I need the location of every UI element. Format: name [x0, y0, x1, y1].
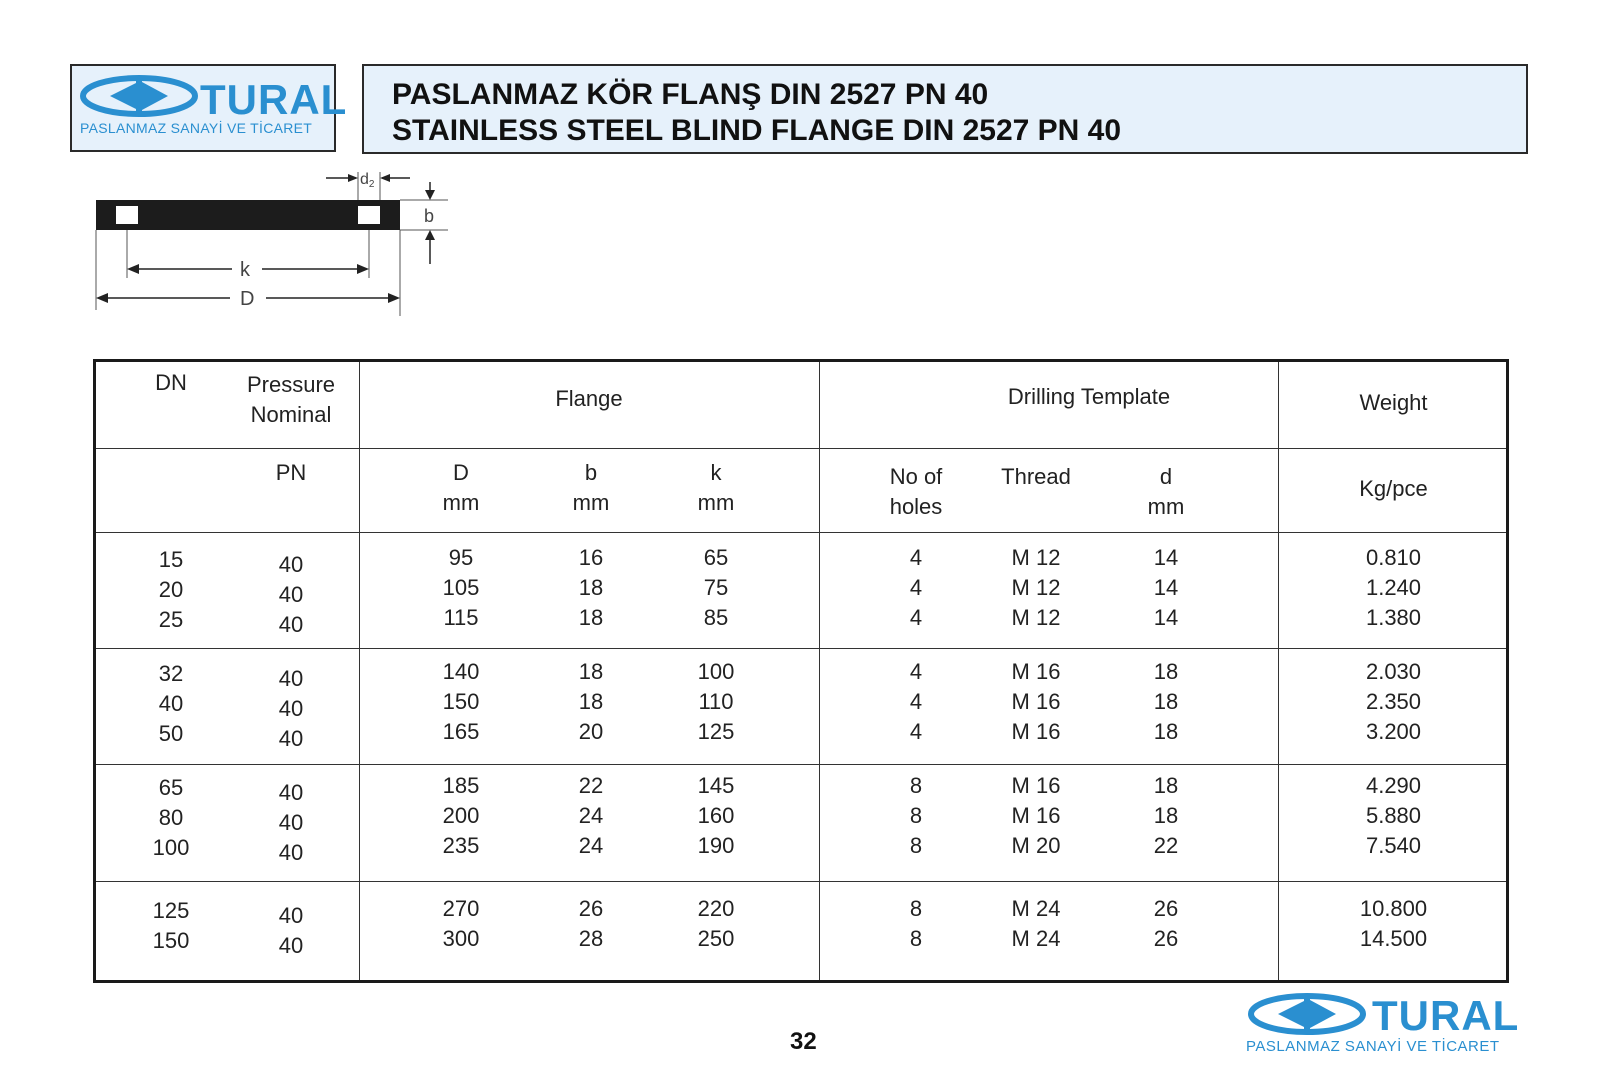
page-number: 32	[790, 1028, 817, 1055]
row-divider	[96, 648, 1506, 649]
group-0-pn: 40 40 40	[278, 552, 304, 637]
label-D: D	[240, 288, 255, 310]
group-1-k: 100 110 125	[697, 659, 735, 744]
label-k: k	[240, 259, 250, 281]
header-weight: Weight	[1359, 390, 1428, 415]
header-weight-unit: Kg/pce	[1359, 476, 1428, 501]
title-turkish: PASLANMAZ KÖR FLANŞ DIN 2527 PN 40	[392, 78, 989, 111]
group-0-holes: 4 4 4	[909, 545, 923, 630]
row-divider	[96, 448, 1506, 449]
group-2-k: 145 160 190	[697, 773, 735, 858]
group-1-thread: M 16 M 16 M 16	[1011, 659, 1061, 744]
group-0-b: 16 18 18	[578, 545, 604, 630]
header-pn: PN	[275, 460, 307, 485]
group-3-D: 270 300	[442, 896, 480, 951]
group-3-thread: M 24 M 24	[1011, 896, 1061, 951]
group-3-d: 26 26	[1153, 896, 1179, 951]
header-pressure-nominal: Pressure Nominal	[246, 372, 336, 427]
footer-brand-name: TURAL	[1372, 992, 1520, 1039]
group-2-thread: M 16 M 16 M 20	[1011, 773, 1061, 858]
header-logo	[70, 64, 348, 152]
group-3-pn: 40 40	[278, 903, 304, 958]
group-2-b: 22 24 24	[578, 773, 604, 858]
group-1-d: 18 18 18	[1153, 659, 1179, 744]
label-b: b	[424, 206, 435, 226]
title-english: STAINLESS STEEL BLIND FLANGE DIN 2527 PN 40	[392, 114, 1122, 147]
group-2-pn: 40 40 40	[278, 780, 304, 865]
header-k: k mm	[697, 460, 735, 515]
group-0-D: 95 105 115	[442, 545, 480, 630]
group-0-k: 65 75 85	[703, 545, 729, 630]
group-2-holes: 8 8 8	[909, 773, 923, 858]
tural-logo-icon	[80, 74, 198, 118]
label-d2: d2	[360, 171, 375, 190]
footer-logo	[1246, 990, 1520, 1060]
group-3-k: 220 250	[697, 896, 735, 951]
group-0-thread: M 12 M 12 M 12	[1011, 545, 1061, 630]
header-dn: DN	[155, 370, 187, 395]
group-3-b: 26 28	[578, 896, 604, 951]
group-1-holes: 4 4 4	[909, 659, 923, 744]
brand-name: TURAL	[200, 76, 348, 123]
header-thread: Thread	[1001, 464, 1071, 489]
bolt-hole-right	[358, 206, 380, 224]
group-0-dn: 15 20 25	[158, 547, 184, 632]
brand-tagline: PASLANMAZ SANAYİ VE TİCARET	[80, 120, 313, 136]
header-no-of-holes: No of holes	[889, 464, 943, 519]
group-2-d: 18 18 22	[1153, 773, 1179, 858]
group-2-dn: 65 80 100	[152, 775, 190, 860]
group-3-holes: 8 8	[909, 896, 923, 951]
bolt-hole-left	[116, 206, 138, 224]
divider-pn-flange	[359, 362, 360, 980]
group-0-d: 14 14 14	[1153, 545, 1179, 630]
group-2-weight: 4.290 5.880 7.540	[1365, 773, 1422, 858]
flange-diagram	[90, 168, 460, 328]
group-3-weight: 10.800 14.500	[1359, 896, 1428, 951]
group-2-D: 185 200 235	[442, 773, 480, 858]
footer-brand-tagline: PASLANMAZ SANAYİ VE TİCARET	[1246, 1038, 1500, 1055]
group-1-dn: 32 40 50	[158, 661, 184, 746]
divider-flange-drilling	[819, 362, 820, 980]
group-1-b: 18 18 20	[578, 659, 604, 744]
group-0-weight: 0.810 1.240 1.380	[1365, 545, 1422, 630]
tural-logo-icon	[1248, 992, 1366, 1036]
group-1-weight: 2.030 2.350 3.200	[1365, 659, 1422, 744]
row-divider	[96, 881, 1506, 882]
specs-table	[93, 359, 1509, 983]
group-1-D: 140 150 165	[442, 659, 480, 744]
header-drilling-template: Drilling Template	[1007, 384, 1171, 409]
group-1-pn: 40 40 40	[278, 666, 304, 751]
header-d: d mm	[1147, 464, 1185, 519]
row-divider	[96, 764, 1506, 765]
row-divider	[96, 532, 1506, 533]
header-flange: Flange	[555, 386, 623, 411]
header-D: D mm	[442, 460, 480, 515]
header-b: b mm	[572, 460, 610, 515]
title-box	[362, 64, 1528, 154]
flange-body	[96, 200, 400, 230]
group-3-dn: 125 150	[152, 898, 190, 953]
